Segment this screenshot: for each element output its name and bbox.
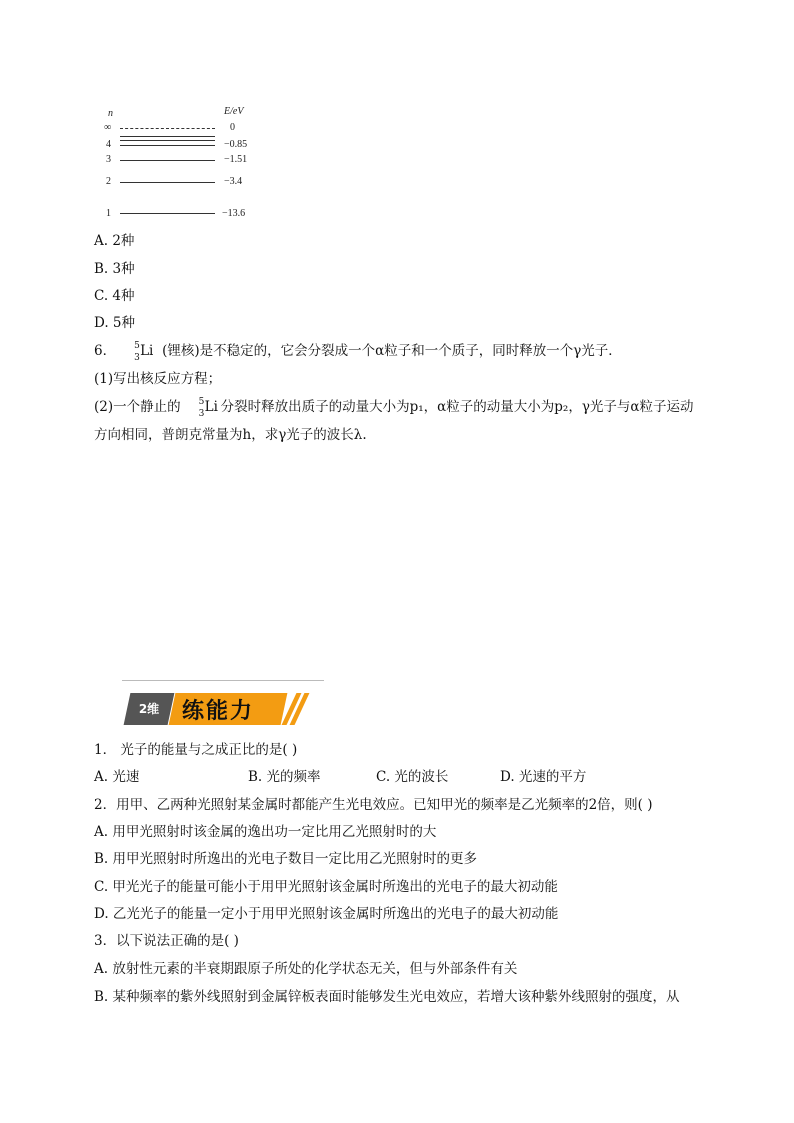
q2-stem: 2．用甲、乙两种光照射某金属时都能产生光电效应。已知甲光的频率是乙光频率的2倍，则( ) [94,797,653,813]
level-e-4: −0.85 [224,139,248,150]
lithium-nuclide-2: 5 3 Li [198,397,218,419]
level-e-inf: 0 [230,122,235,133]
q2-option-a: A. 用甲光照射时该金属的逸出功一定比用乙光照射时的大 [94,824,437,840]
level-n-4: 4 [106,139,111,150]
lithium-nuclide: 5 3 Li [134,341,154,363]
q5-option-c: C. 4种 [94,288,135,304]
q2-option-d: D. 乙光光子的能量一定小于用甲光照射该金属时所逸出的光电子的最大初动能 [94,906,559,922]
banner-rule [122,680,324,681]
level-n-inf: ∞ [104,122,112,133]
q5-option-a: A. 2种 [94,233,135,249]
level-line-inf [120,128,215,129]
q6-part2-line1 [94,397,694,417]
q1-option-a: A. 光速 [94,769,140,785]
level-e-1: −13.6 [222,208,246,219]
n-axis-label: n [108,108,113,119]
level-n-2: 2 [106,176,111,187]
q5-option-b: B. 3种 [94,261,135,277]
level-line-5 [120,136,215,137]
level-line-3 [120,160,215,161]
level-line-4 [120,145,215,146]
level-e-2: −3.4 [224,176,243,187]
level-line-2 [120,182,215,183]
q6-stem: (锂核)是不稳定的，它会分裂成一个α粒子和一个质子，同时释放一个γ光子． [162,343,622,359]
q1-option-b: B. 光的频率 [248,769,321,785]
q1-option-c: C. 光的波长 [376,769,449,785]
level-badge-label: 2维 [138,702,160,716]
q6-part2-prefix: (2)一个静止的 [94,399,181,415]
q6-number: 6． [94,343,117,359]
level-n-3: 3 [106,154,111,165]
q6-line1 [94,341,622,361]
q6-part2-line2: 方向相同，普朗克常量为h，求γ光子的波长λ. [94,427,367,443]
q1-option-d: D. 光速的平方 [500,769,587,785]
level-line-4b [120,140,215,141]
level-e-3: −1.51 [224,154,248,165]
level-line-1 [120,213,215,214]
section-title: 练能力 [182,699,255,724]
q6-part2-text: 分裂时释放出质子的动量大小为p₁，α粒子的动量大小为p₂，γ光子与α粒子运动 [220,399,694,415]
q3-option-b: B. 某种频率的紫外线照射到金属锌板表面时能够发生光电效应，若增大该种紫外线照射的强度，从 [94,989,680,1005]
energy-axis-label: E/eV [224,106,244,117]
level-n-1: 1 [106,208,111,219]
q5-option-d: D. 5种 [94,315,136,331]
q6-part1: (1)写出核反应方程； [94,371,222,387]
q2-option-c: C. 甲光光子的能量可能小于用甲光照射该金属时所逸出的光电子的最大初动能 [94,879,558,895]
q2-option-b: B. 用甲光照射时所逸出的光电子数目一定比用乙光照射时的更多 [94,851,478,867]
q3-stem: 3．以下说法正确的是( ) [94,933,239,949]
q1-stem: 1． 光子的能量与之成正比的是( ) [94,742,298,758]
q3-option-a: A. 放射性元素的半衰期跟原子所处的化学状态无关，但与外部条件有关 [94,961,518,977]
